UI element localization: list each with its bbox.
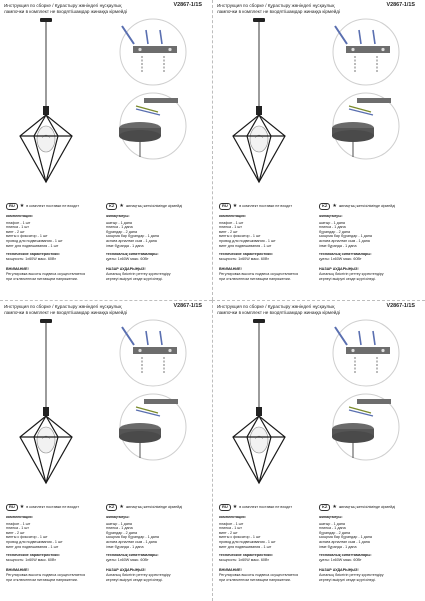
list-item: винты с фиксатор - 1 шт: [6, 234, 48, 239]
ru-tech-line: мощность: 1x60W макс. 60Вт: [219, 557, 269, 562]
list-item: винты с фиксатор - 1 шт: [219, 535, 261, 540]
ru-warning-line: при отключенном питающем напряжении.: [6, 276, 78, 281]
list-item: винты с фиксатор - 1 шт: [219, 234, 261, 239]
ru-warning-line: при отключенном питающем напряжении.: [219, 276, 291, 281]
star-icon: ★: [232, 504, 238, 511]
ru-not-included-note: в комплект поставки не входит: [239, 204, 293, 209]
list-item: ысырма бар бұрандар - 1 дана: [106, 234, 159, 239]
kz-not-included-note: жинақтың жеткізілімінде кірмейді: [338, 505, 396, 510]
list-item: плафон - 1 шт: [6, 220, 31, 225]
list-item: шатыр - 1 дана: [319, 521, 345, 526]
kz-warning-line: кернеуі өшірулі кезде жүргізіледі.: [319, 276, 376, 281]
star-icon: ★: [19, 203, 25, 210]
list-item: аспаға арналған сым - 1 дана: [319, 539, 370, 544]
kz-kit-list: [106, 522, 208, 550]
ru-instructions: [6, 203, 106, 281]
kz-kit-list: [106, 221, 208, 249]
assembly-detail-diagrams: [313, 317, 419, 467]
ru-instructions: [219, 203, 319, 281]
list-item: винт для подвешивания - 1 шт: [219, 544, 272, 549]
kz-tech-title: техникалық сипаттамалары:: [319, 553, 372, 558]
instruction-sheet-bottom-left: [0, 300, 212, 601]
list-item: винт - 2 шт: [6, 229, 25, 234]
kz-instructions: [319, 504, 421, 582]
kz-warning-title: НАЗАР АУДАРЫҢЫЗ!: [106, 267, 146, 272]
kz-tech-title: техникалық сипаттамалары:: [106, 252, 159, 257]
kz-tech-line: қуаты: 1x60W макс. 60Вт: [106, 557, 149, 562]
ru-language-badge: RU: [219, 203, 231, 210]
star-icon: ★: [332, 203, 337, 210]
kz-tech-line: қуаты: 1x60W макс. 60Вт: [319, 256, 362, 261]
ru-tech-line: мощность: 1x60W макс. 60Вт: [6, 256, 56, 261]
sheet-title: Инструкция по сборке / Құрастыру жөніндегі нұсқаулық: [217, 3, 335, 8]
kz-not-included-note: жинақтың жеткізілімінде кірмейді: [125, 204, 183, 209]
list-item: бұрандар - 2 дана: [319, 530, 350, 535]
ru-kit-title: комплектация:: [219, 214, 246, 218]
kz-language-badge: KZ: [106, 504, 117, 511]
assembly-detail-diagrams: [100, 16, 206, 166]
kz-not-included-note: жинақтың жеткізілімінде кірмейді: [125, 505, 183, 510]
list-item: ілме бұранда - 1 дана: [319, 544, 357, 549]
kz-warning-title: НАЗАР АУДАРЫҢЫЗ!: [106, 568, 146, 573]
sheet-subtitle: лампочки в комплект не входят/шамдар жинаққа кірмейді: [217, 8, 340, 14]
list-item: ілме бұранда - 1 дана: [319, 243, 357, 248]
ru-warning-title: ВНИМАНИЕ!: [6, 568, 29, 573]
list-item: аспаға арналған сым - 1 дана: [106, 539, 157, 544]
list-item: винт для подвешивания - 1 шт: [6, 243, 59, 248]
kz-warning-line: кернеуі өшірулі кезде жүргізіледі.: [106, 276, 163, 281]
kz-kit-title: жинақталуы:: [319, 515, 343, 519]
list-item: бұрандар - 2 дана: [319, 229, 350, 234]
star-icon: ★: [119, 203, 124, 210]
kz-warning-line: Аспаның биіктігін реттеу қоректендіру: [319, 271, 384, 276]
ru-warning-title: ВНИМАНИЕ!: [219, 568, 242, 573]
list-item: винт для подвешивания - 1 шт: [219, 243, 272, 248]
list-item: плинка - 1 дана: [106, 225, 133, 230]
star-icon: ★: [332, 504, 337, 511]
list-item: шатыр - 1 дана: [106, 220, 132, 225]
pendant-lamp-icon: [6, 315, 86, 495]
ru-warning-line: при отключенном питающем напряжении.: [6, 577, 78, 582]
sheet-subtitle: лампочки в комплект не входят/шамдар жинаққа кірмейді: [217, 309, 340, 315]
list-item: винт - 2 шт: [219, 229, 238, 234]
ru-kit-title: комплектация:: [219, 515, 246, 519]
product-code: V2867-1/1S: [386, 2, 415, 8]
kz-warning-title: НАЗАР АУДАРЫҢЫЗ!: [319, 568, 359, 573]
star-icon: ★: [232, 203, 238, 210]
ru-tech-title: технические характеристики:: [219, 553, 273, 558]
list-item: провод для подвешивания - 1 шт: [6, 238, 63, 243]
list-item: плинка - 1 шт: [219, 526, 242, 531]
instruction-sheet-top-left: [0, 0, 212, 300]
kz-kit-title: жинақталуы:: [106, 515, 130, 519]
list-item: провод для подвешивания - 1 шт: [6, 539, 63, 544]
list-item: ысырма бар бұрандар - 1 дана: [319, 535, 372, 540]
sheet-subtitle: лампочки в комплект не входят/шамдар жинаққа кірмейді: [4, 309, 127, 315]
list-item: бұрандар - 2 дана: [106, 229, 137, 234]
ru-not-included-note: в комплект поставки не входит: [26, 204, 80, 209]
instruction-sheet-top-right: [212, 0, 425, 300]
list-item: провод для подвешивания - 1 шт: [219, 539, 276, 544]
list-item: плафон - 1 шт: [219, 521, 244, 526]
list-item: ысырма бар бұрандар - 1 дана: [319, 234, 372, 239]
pendant-lamp-icon: [219, 14, 299, 194]
kz-not-included-note: жинақтың жеткізілімінде кірмейді: [338, 204, 396, 209]
assembly-detail-diagrams: [313, 16, 419, 166]
list-item: ысырма бар бұрандар - 1 дана: [106, 535, 159, 540]
kz-warning-line: кернеуі өшірулі кезде жүргізіледі.: [319, 577, 376, 582]
star-icon: ★: [19, 504, 25, 511]
list-item: винты с фиксатор - 1 шт: [6, 535, 48, 540]
list-item: винт - 2 шт: [219, 530, 238, 535]
ru-kit-list: [219, 522, 319, 550]
list-item: аспаға арналған сым - 1 дана: [319, 238, 370, 243]
ru-tech-title: технические характеристики:: [6, 553, 60, 558]
list-item: провод для подвешивания - 1 шт: [219, 238, 276, 243]
sheet-title: Инструкция по сборке / Құрастыру жөніндегі нұсқаулық: [4, 3, 122, 8]
list-item: плафон - 1 шт: [6, 521, 31, 526]
ru-tech-title: технические характеристики:: [6, 252, 60, 257]
instruction-sheet-bottom-right: [212, 300, 425, 601]
ru-tech-line: мощность: 1x60W макс. 60Вт: [6, 557, 56, 562]
ru-tech-line: мощность: 1x60W макс. 60Вт: [219, 256, 269, 261]
sheet-subtitle: лампочки в комплект не входят/шамдар жинаққа кірмейді: [4, 8, 127, 14]
list-item: бұрандар - 2 дана: [106, 530, 137, 535]
ru-instructions: [6, 504, 106, 582]
kz-warning-title: НАЗАР АУДАРЫҢЫЗ!: [319, 267, 359, 272]
sheet-header: [217, 304, 421, 315]
kz-kit-list: [319, 522, 421, 550]
ru-kit-title: комплектация:: [6, 515, 33, 519]
kz-warning-line: Аспаның биіктігін реттеу қоректендіру: [106, 572, 171, 577]
list-item: шатыр - 1 дана: [106, 521, 132, 526]
list-item: ілме бұранда - 1 дана: [106, 243, 144, 248]
star-icon: ★: [119, 504, 124, 511]
sheet-title: Инструкция по сборке / Құрастыру жөніндегі нұсқаулық: [4, 304, 122, 309]
ru-warning-line: Регулировка высоты подвеса осуществляется: [219, 271, 299, 276]
kz-instructions: [106, 504, 208, 582]
ru-language-badge: RU: [219, 504, 231, 511]
sheet-header: [4, 304, 208, 315]
sheet-header: [217, 3, 421, 14]
kz-warning-line: кернеуі өшірулі кезде жүргізіледі.: [106, 577, 163, 582]
ru-language-badge: RU: [6, 504, 18, 511]
assembly-detail-diagrams: [100, 317, 206, 467]
list-item: плинка - 1 шт: [6, 526, 29, 531]
list-item: плинка - 1 дана: [319, 225, 346, 230]
ru-warning-title: ВНИМАНИЕ!: [6, 267, 29, 272]
ru-not-included-note: в комплект поставки не входит: [26, 505, 80, 510]
kz-language-badge: KZ: [319, 504, 330, 511]
pendant-lamp-icon: [219, 315, 299, 495]
ru-kit-list: [6, 522, 106, 550]
ru-kit-list: [219, 221, 319, 249]
ru-language-badge: RU: [6, 203, 18, 210]
kz-language-badge: KZ: [319, 203, 330, 210]
product-code: V2867-1/1S: [386, 303, 415, 309]
ru-kit-list: [6, 221, 106, 249]
kz-instructions: [106, 203, 208, 281]
kz-warning-line: Аспаның биіктігін реттеу қоректендіру: [106, 271, 171, 276]
list-item: ілме бұранда - 1 дана: [106, 544, 144, 549]
ru-warning-title: ВНИМАНИЕ!: [219, 267, 242, 272]
ru-warning-line: Регулировка высоты подвеса осуществляется: [6, 271, 86, 276]
list-item: винт для подвешивания - 1 шт: [6, 544, 59, 549]
list-item: винт - 2 шт: [6, 530, 25, 535]
kz-kit-title: жинақталуы:: [319, 214, 343, 218]
ru-not-included-note: в комплект поставки не входит: [239, 505, 293, 510]
product-code: V2867-1/1S: [173, 303, 202, 309]
kz-tech-line: қуаты: 1x60W макс. 60Вт: [106, 256, 149, 261]
list-item: аспаға арналған сым - 1 дана: [106, 238, 157, 243]
kz-tech-title: техникалық сипаттамалары:: [319, 252, 372, 257]
kz-kit-list: [319, 221, 421, 249]
ru-warning-line: при отключенном питающем напряжении.: [219, 577, 291, 582]
sheet-header: [4, 3, 208, 14]
list-item: плинка - 1 дана: [319, 526, 346, 531]
kz-tech-line: қуаты: 1x60W макс. 60Вт: [319, 557, 362, 562]
list-item: плинка - 1 шт: [219, 225, 242, 230]
list-item: плафон - 1 шт: [219, 220, 244, 225]
kz-tech-title: техникалық сипаттамалары:: [106, 553, 159, 558]
ru-warning-line: Регулировка высоты подвеса осуществляется: [219, 572, 299, 577]
kz-instructions: [319, 203, 421, 281]
ru-tech-title: технические характеристики:: [219, 252, 273, 257]
ru-instructions: [219, 504, 319, 582]
ru-kit-title: комплектация:: [6, 214, 33, 218]
ru-warning-line: Регулировка высоты подвеса осуществляется: [6, 572, 86, 577]
kz-warning-line: Аспаның биіктігін реттеу қоректендіру: [319, 572, 384, 577]
sheet-title: Инструкция по сборке / Құрастыру жөніндегі нұсқаулық: [217, 304, 335, 309]
list-item: плинка - 1 дана: [106, 526, 133, 531]
kz-language-badge: KZ: [106, 203, 117, 210]
product-code: V2867-1/1S: [173, 2, 202, 8]
kz-kit-title: жинақталуы:: [106, 214, 130, 218]
pendant-lamp-icon: [6, 14, 86, 194]
list-item: шатыр - 1 дана: [319, 220, 345, 225]
list-item: плинка - 1 шт: [6, 225, 29, 230]
